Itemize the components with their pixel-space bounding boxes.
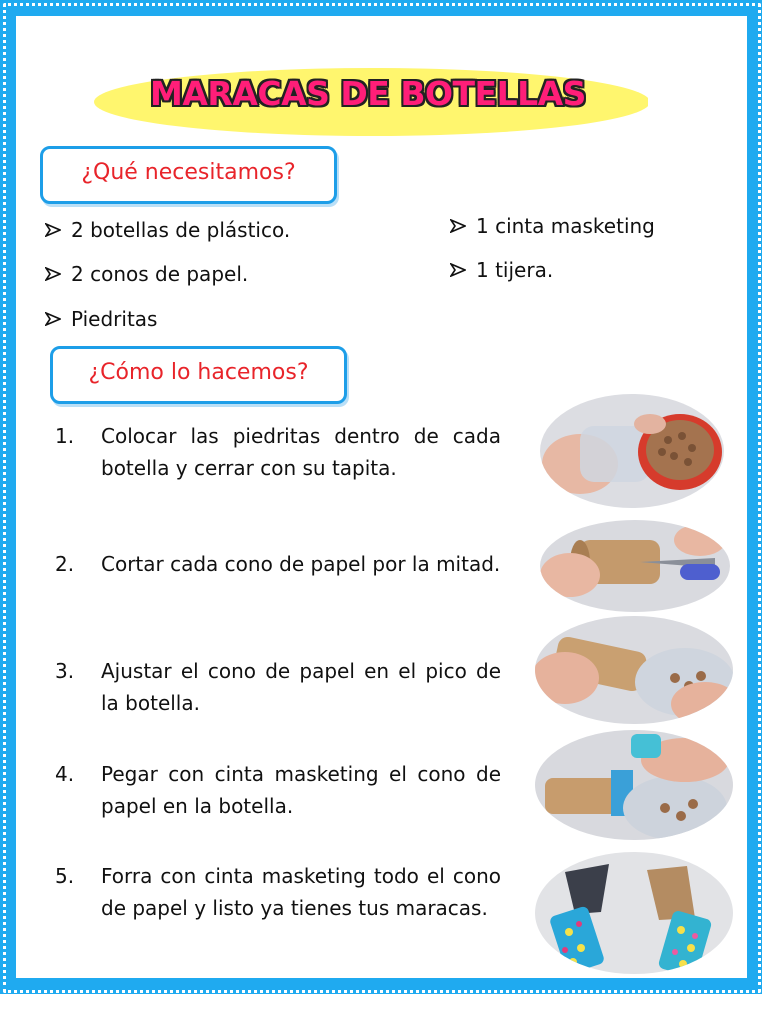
step-number: 1.	[55, 424, 75, 448]
arrow-bullet-icon	[450, 214, 476, 238]
step-item	[55, 860, 505, 960]
step-text: Cortar cada cono de papel por la mitad.	[101, 552, 501, 576]
step-2-photo	[540, 520, 730, 612]
arrow-bullet-icon	[45, 307, 71, 331]
step-item	[55, 655, 505, 725]
arrow-bullet-icon	[450, 258, 476, 282]
step-item	[55, 548, 505, 618]
step-item	[55, 420, 505, 520]
arrow-bullet-icon	[45, 262, 71, 286]
step-5-photo	[535, 852, 733, 974]
step-text: Forra con cinta masketing todo el cono de papel y listo ya tienes tus maracas.	[101, 864, 501, 920]
step-4-photo	[535, 730, 733, 840]
step-text: Ajustar el cono de papel en el pico de la botella.	[101, 659, 501, 715]
step-number: 4.	[55, 762, 75, 786]
material-item: 1 cinta masketing	[450, 214, 655, 238]
how-heading: ¿Cómo lo hacemos?	[88, 360, 309, 385]
step-number: 3.	[55, 659, 75, 683]
step-1-photo	[540, 394, 724, 508]
step-3-photo	[535, 616, 733, 724]
material-item: 2 botellas de plástico.	[45, 218, 290, 242]
needs-heading-box	[40, 146, 337, 204]
step-number: 5.	[55, 864, 75, 888]
step-number: 2.	[55, 552, 75, 576]
material-item: 2 conos de papel.	[45, 262, 248, 286]
page-title: MARACAS DE BOTELLAS	[150, 74, 586, 113]
step-text: Colocar las piedritas dentro de cada botella y cerrar con su tapita.	[101, 424, 501, 480]
material-item: 1 tijera.	[450, 258, 553, 282]
arrow-bullet-icon	[45, 218, 71, 242]
step-text: Pegar con cinta masketing el cono de papel en la botella.	[101, 762, 501, 818]
how-heading-box	[50, 346, 347, 404]
material-item: Piedritas	[45, 307, 157, 331]
title-banner	[88, 60, 648, 142]
step-item	[55, 758, 505, 828]
needs-heading: ¿Qué necesitamos?	[81, 160, 296, 185]
